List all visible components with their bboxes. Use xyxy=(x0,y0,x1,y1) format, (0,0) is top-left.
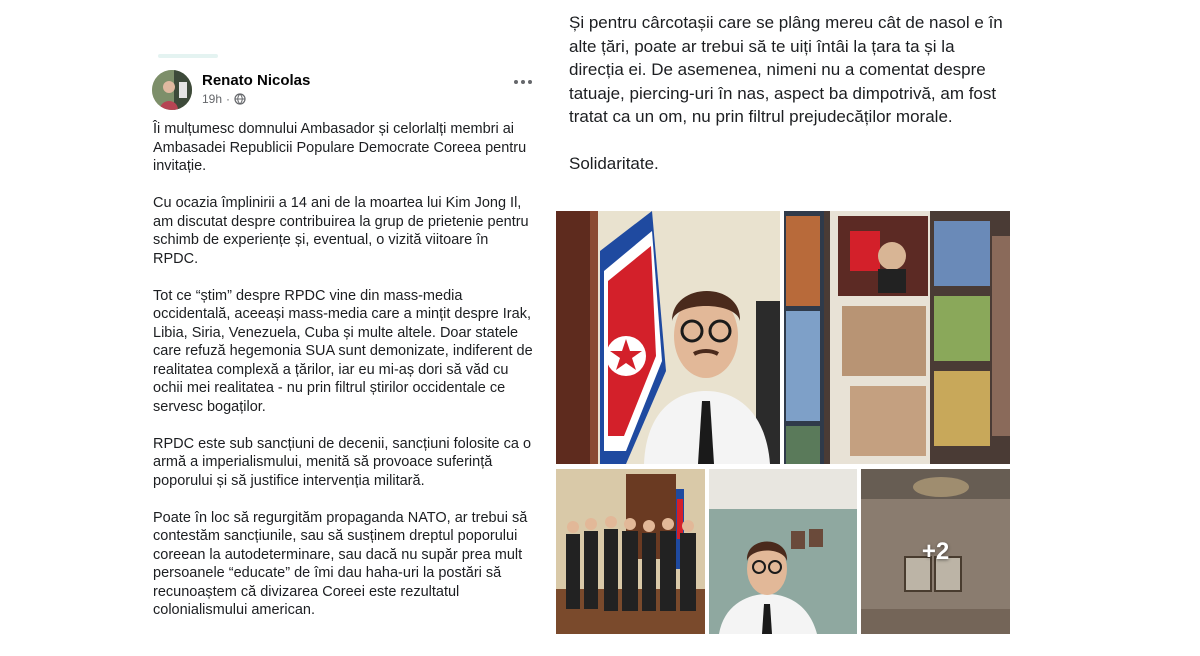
photo-flag-selfie[interactable] xyxy=(556,211,780,464)
meta-separator: · xyxy=(226,92,231,106)
more-photos-count: +2 xyxy=(921,537,950,565)
post-paragraph: Solidaritate. xyxy=(569,154,659,173)
photo-more-tile[interactable] xyxy=(861,469,1010,634)
post-paragraph: Tot ce “știm” despre RPDC vine din mass-media occidentală, aceeași mass-media care a mințit despre Irak, Libia, Siria, Venezuela, Cuba și multe altele. Doar statele care refuză hegemonia SUA sunt demonizate, indiferent de realitatea complexă a țărilor, iar eu mi-aș dori să văd cu ochii mei realitatea - nu prin filtrul știrilor occidentale ce servesc bogaților. xyxy=(153,287,533,415)
previous-post-edge xyxy=(158,54,218,58)
photo-selfie-portraits[interactable] xyxy=(709,469,857,634)
globe-icon[interactable] xyxy=(234,93,246,105)
post-paragraph: RPDC este sub sancțiuni de decenii, sancțiuni folosite ca o armă a imperialismului, menită să provoace suferință poporului și să justifice intervenția militară. xyxy=(153,435,532,489)
more-horizontal-icon xyxy=(514,80,518,84)
avatar[interactable] xyxy=(152,70,192,110)
post-timestamp[interactable]: 19h xyxy=(202,92,223,106)
post-paragraph: Și pentru cârcotașii care se plâng mereu cât de nasol e în alte țări, poate ar trebui să te uiți întâi la țara ta și la direcția ei. De asemenea, nimeni nu a comentat despre tatuaje, piercing-uri în nas, aspect ba dimpotrivă, am fost tratat ca un om, nu prin filtrul prejudecăților morale. xyxy=(569,13,1003,126)
post-paragraph: Îi mulțumesc domnului Ambasador și celorlalți membri ai Ambasadei Republicii Populare Democrate Coreea pentru invitație. xyxy=(153,121,527,174)
post-body xyxy=(153,120,533,638)
post-continued-text xyxy=(569,11,1009,199)
post-header xyxy=(152,70,537,110)
photo-exhibition-wall[interactable] xyxy=(784,211,1010,464)
photo-group-embassy[interactable] xyxy=(556,469,705,634)
author-name[interactable]: Renato Nicolas xyxy=(202,72,311,89)
post-paragraph: Cu ocazia împlinirii a 14 ani de la moartea lui Kim Jong Il, am discutat despre contribuirea la grup de prietenie pentru schimb de experiențe și, eventual, o vizită viitoare în RPDC. xyxy=(153,195,529,267)
post-left-panel xyxy=(140,48,545,648)
more-options-button[interactable] xyxy=(509,72,537,92)
post-paragraph: Poate în loc să regurgităm propaganda NATO, ar trebui să contestăm sancțiunile, sau să susținem dreptul poporului coreean la autodeterminare, sau dacă nu supăr prea mult persoanele “educate” de îmi dau haha-uri la postări să recunoaștem că divizarea Coreei este rezultatul colonialismului american. xyxy=(153,509,528,618)
post-meta xyxy=(202,92,246,106)
